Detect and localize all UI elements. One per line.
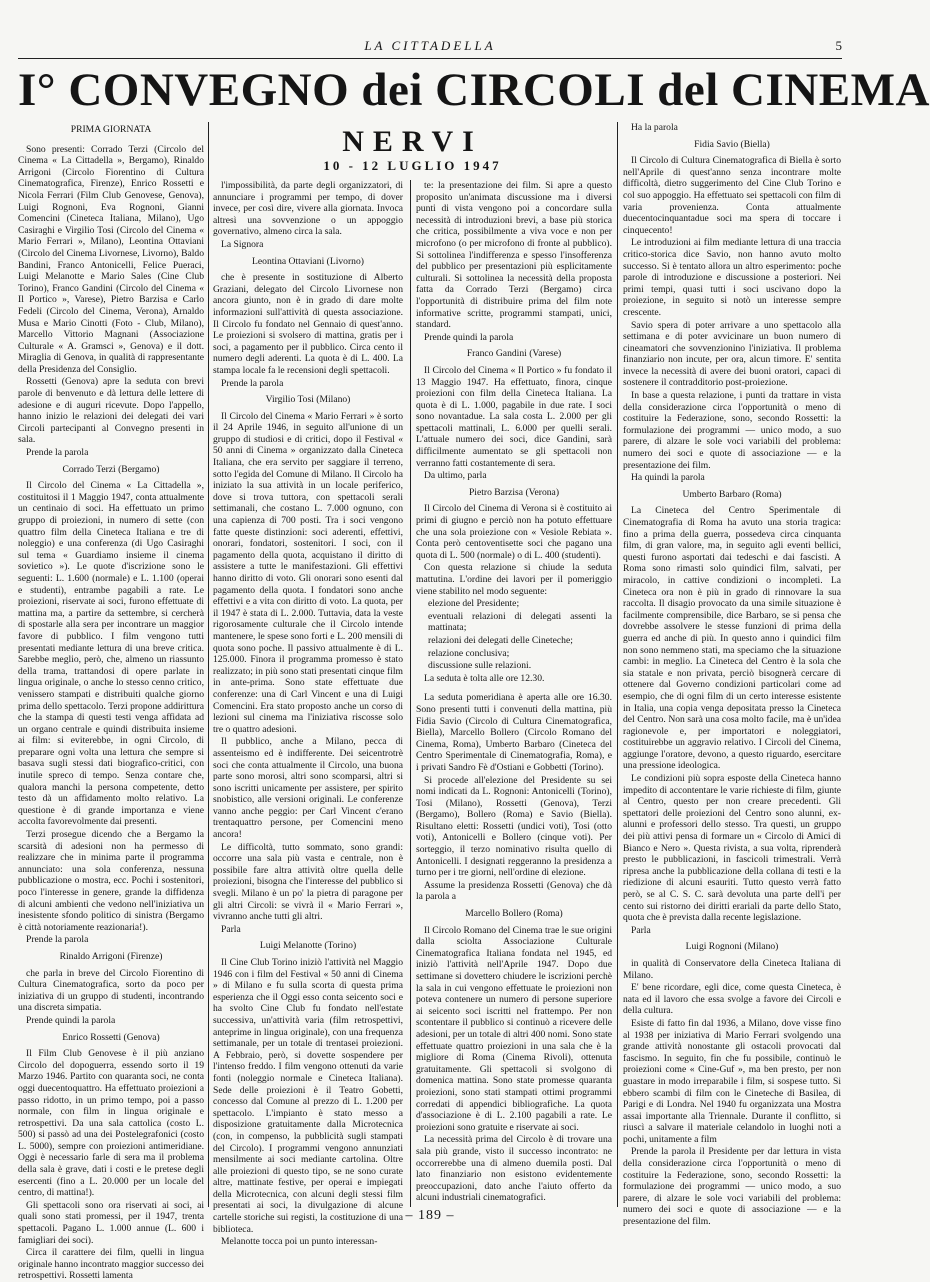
agenda-item: relazione conclusiva; [428, 647, 510, 659]
column-3 [416, 180, 612, 1207]
paragraph: Melanotte tocca poi un punto interessan- [221, 1236, 378, 1248]
paragraph: Il Cine Club Torino iniziò l'attività nel Maggio 1946 con i film del Festival « 50 anni di Cinema » di Milano e fu sulla scorta di questa prima esperienza che il Oggi esso conta seicento soci e ha svolto Cine Club fu fondato nell'estate successiva, un'attività varia (film retrospettivi, anteprime in lingua originale), con una frequenza settimanale, per un totale di trentasei proiezioni. A Febbraio, però, si dovette sospendere per l'intenso freddo. I film vengono ottenuti da varie fonti (noleggio normale e Cineteca Italiana). Sede delle proiezioni è il Teatro Gobetti, concesso dal Comune al prezzo di L. 1.200 per spettacolo. L'impianto è stato messo a disposizione gratuitamente dalla Microtecnica (con, in compenso, la pubblicità sugli stampati del Circolo). I programmi vengono annunziati mensilmente ai soci mediante cartolina. Oltre alle proiezioni di questo tipo, se ne sono curate altre, mattinate festive, per operai e impiegati della Microtecnica, con alcuni degli stessi film presentati ai soci, la divulgazione di alcune cartelle storiche sui registi, la costituzione di una biblioteca. [213, 957, 403, 1235]
paragraph: Sono presenti: Corrado Terzi (Circolo del Cinema « La Cittadella », Bergamo), Rinaldo Arrigoni (Circolo Fiorentino di Cultura Cinematografica, Firenze), Enrico Rossetti e Nicola Ferrari (Film Club Genovese, Genova), Luigi Rognoni, Eva Rognoni, Gianni Comencini (Cineteca Italiana, Milano), Ugo Casiraghi e Virgilio Tosi (Circolo del Cinema « Mario Ferrari », Milano), Leontina Ottaviani (Circolo del Cinema Livornese, Livorno), Baldo Bandini, Franco Antonicelli, Felice Pueraci, Luigi Melanotte e Mario Sales (Cine Club Torino), Franco Gandini (Circolo del Cinema « Il Portico », Varese), Pietro Barzisa e Carlo Fedeli (Circolo del Cinema, Verona), Arnaldo Musa e Mario Cinotti (Foto - Club, Milano), Marcello Vittorio Magnani (Associazione Culturale « A. Gramsci », Genova) e il dott. Miraglia di Genova, in qualità di rappresentante della Presidenza del Consiglio. [18, 143, 204, 375]
paragraph: Circa il carattere dei film, quelli in lingua originale hanno incontrato maggior successo dei retrospettivi. Rossetti lamenta [18, 1247, 204, 1282]
agenda-item: eventuali relazioni di delegati assenti la mattinata; [428, 610, 612, 634]
speaker-name: Leontina Ottaviani (Livorno) [252, 255, 364, 267]
paragraph: Ha la parola [631, 122, 678, 133]
paragraph: Prende la parola [221, 377, 284, 389]
paragraph: Parla [221, 923, 241, 935]
paragraph: Esiste di fatto fin dal 1936, a Milano, dove visse fino al 1938 per iniziativa di Mario Ferrari svolgendo una grande attività nonostante gli ostacoli provocati dal fascismo. In seguito, fin che fu possibile, continuò le proiezioni come « Cine-Guf », ma ben presto, per non guastare in modo irreparabile i film, si sospese tutto. Si ebbero scambi di film con le Cineteche di Basilea, di Parigi e di Londra. Nel 1940 fu organizzata una Mostra assai importante alla Triennale. Durante il conflitto, si riuscì a salvare il materiale celandolo in luoghi noti a pochi, unitamente a film [623, 1017, 841, 1145]
paragraph: Il pubblico, anche a Milano, pecca di assenteismo ed è indifferente. Dei seicentrotrè soci che conta attualmente il Circolo, una buona parte sono morosi, altri sono scomparsi, altri si sono iscritti unicamente per assistere, per spirito snobistico, alle versioni originali. Le conferenze vanno anche peggio: per Carl Vincent c'erano trentaquattro persone, per Comencini meno ancora! [213, 736, 403, 841]
paragraph: Il Circolo Romano del Cinema trae le sue origini dalla sciolta Associazione Culturale Cinematografica Italiana fondata nel 1945, ed iniziò l'attività nell'Aprile 1947. Dopo due settimane si dovettero chiudere le iscrizioni perchè la sala in cui vengono effettuate le proiezioni non poteva contenere un numero di persone superiore ai seicento soci iscritti nel frattempo. Per non scontentare il pubblico si continuò a ricevere delle adesioni, per un totale di altri 400 nomi. Sono state effettuate quattro proiezioni in una sala che è la migliore di Roma (Cinema Rivoli), ottenuta gratuitamente. Gli spettacoli si svolgono di domenica mattina. Sono state promesse quaranta proiezioni, sono stati stampati ottimi programmi corredati di appendici bibliografiche. La quota d'associazione è di L. 2.100 pagabili a rate. Le proiezioni sono gratuite e riservate ai soci. [416, 924, 612, 1133]
paragraph: Il Circolo del Cinema « La Cittadella », costituitosi il 1 Maggio 1947, conta attualmente un centinaio di soci. Ha effettuato un primo gruppo di proiezioni, in numero di sette (con quattro film della Cineteca Italiana e tre di noleggio) e una conferenza (di Ugo Casiraghi sul tema « Guardiamo insieme il cinema sovietico »). Le quote d'iscrizione sono le seguenti: L. 1.600 (normale) e L. 1.100 (operai e studenti), entrambe pagabili a rate. Le proiezioni, riservate ai soci, furono effettuate di mattina ma, a partire da settembre, si cercherà di spostarle alla sera per incontrare un maggior favore di pubblico. I film vengono tutti presentati mediante lettura di una breve critica. Sarebbe meglio, però, che, almeno un riassunto della trama, trattandosi di opere parlate in lingua originale, o anche lo stesso cenno critico, venissero stampati e distribuiti qualche giorno prima dello spettacolo. Terzi propone addirittura che la stampa di questi testi venga affidata ad un organo centrale e quindi distribuita insieme ai film: si eviterebbe, in ogni Circolo, di preparare ogni volta una lettura che sempre si basava sugli stessi dati biografico-critici, con inutile spreco di tempo. Senza contare che, qualora manchi la persona competente, detto testo dà un affidamento molto relativo. La questione è di grande importanza e viene accolta favorevolmente dai presenti. [18, 480, 204, 828]
speaker-name: Corrado Terzi (Bergamo) [62, 463, 160, 475]
footer-page-number: – 189 – [405, 1208, 455, 1223]
paragraph: Le difficoltà, tutto sommato, sono grandi: occorre una sala più vasta e centrale, non è possibile fare altra attività oltre quella delle proiezioni, bisogna che l'interesse del pubblico si svegli. Milano è un po' la pietra di paragone per gli altri Circoli: se vivrà il « Mario Ferrari », vivranno anche tutti gli altri. [213, 841, 403, 923]
paragraph: Assume la presidenza Rossetti (Genova) che dà la parola a [416, 879, 612, 903]
speaker-name: Enrico Rossetti (Genova) [62, 1031, 160, 1043]
paragraph: in qualità di Conservatore della Cineteca Italiana di Milano. [623, 957, 841, 981]
paragraph: Le introduzioni ai film mediante lettura di una traccia critico-storica dice Savio, non hanno avuto molto successo. Si è tentato allora un altro esperimento: poche parole di introduzione e discussione a posteriori. Nei primi tempi, quasi tutti i soci uscivano dopo la proiezione, in seguito si notò un interesse sempre crescente. [623, 237, 841, 318]
column-divider [410, 180, 411, 1207]
column-divider [617, 122, 618, 1207]
paragraph: Prende quindi la parola [26, 1014, 116, 1026]
paragraph: E' bene ricordare, egli dice, come questa Cineteca, è nata ed il lavoro che essa svolge a favore dei Circoli e della cultura. [623, 982, 841, 1017]
speaker-name: Marcello Bollero (Roma) [465, 908, 563, 920]
paragraph: Savio spera di poter arrivare a uno spettacolo alla settimana e di poter avvicinare un buon numero di cineamatori che sovvenzionino l'iniziativa. Il problema finanziario non incute, per ora, alcun timore. E' sentita invece la necessità di avere dei buoni oratori, capaci di sostenere il contradditorio post-proiezione. [623, 319, 841, 389]
column-1 [18, 122, 204, 1282]
subheading-place: NERVI [342, 125, 483, 158]
paragraph: che è presente in sostituzione di Alberto Graziani, delegato del Circolo Livornese non ancora giunto, non è in grado di dare molte informazioni sull'attività di questa associazione. Il Circolo fu fondato nel Gennaio di quest'anno. Le proiezioni si svolsero di mattina, gratis per i soci, a pagamento per il pubblico. Circa cento il numero degli aderenti. La quota è di L. 400. La stampa locale fa le recensioni degli spettacoli. [213, 272, 403, 376]
column-4 [623, 122, 841, 1228]
speaker-name: Pietro Barzisa (Verona) [468, 486, 560, 498]
speaker-name: Luigi Melanotte (Torino) [259, 940, 357, 952]
paragraph: La Signora [221, 238, 264, 250]
paragraph: Prende la parola [26, 934, 89, 946]
paragraph: In base a questa relazione, i punti da trattare in vista della considerazione circa l'opportunità o meno di costituire la Federazione, sono, secondo Rossetti: la formulazione dei programmi — unico modo, a suo parere, di alzare le sole voci variabili del problema: numero dei soci e quote di associazione — e la presentazione dei film. [623, 390, 841, 471]
agenda-item: discussione sulle relazioni. [428, 660, 532, 672]
page-number: 5 [835, 38, 842, 53]
paragraph: La seduta pomeridiana è aperta alle ore 16.30. Sono presenti tutti i convenuti della mattina, più Fidia Savio (Circolo di Cultura Cinematografica, Biella), Marcello Bollero (Circolo Romano del Cinema, Roma), Umberto Barbaro (Cineteca del Centro Sperimentale di Cinematografia, Roma), e i privati Sandro Fè d'Ostiani e Gobbetti (Torino). [416, 692, 612, 773]
paragraph: Le condizioni più sopra esposte della Cineteca hanno impedito di accontentare le varie richieste di film, giunte al Centro, questo per non creare precedenti. Gli spettatori delle proiezioni del Centro sono alunni, ex-alunni e professori dello stesso. Tra questi, un gruppo dei più attivi pensa di formare un « Circolo di Amici di Bianco e Nero ». Questa rivista, a sua volta, riprenderà presto le pubblicazioni, in fascicoli trimestrali. Verrà ripresa anche la pubblicazione della collana di testi e la riedizione di alcuni esauriti. Tutto questo verrà fatto però, se al C. S. C. sarà devoluta una parte dell'i per cento sui ristorno dei diritti erariali da parte dello Stato, quota che è prevista dalla recente legislazione. [623, 773, 841, 924]
speaker-name: Luigi Rognoni (Milano) [685, 941, 779, 953]
speaker-name: Rinaldo Arrigoni (Firenze) [59, 950, 163, 962]
paragraph: Il Circolo del Cinema « Il Portico » fu fondato il 13 Maggio 1947. Ha effettuato, finora, cinque proiezioni con film della Cineteca Italiana. La quota è di L. 1.000, pagabile in due rate. I soci sono novantadue. La sala costa L. 2.000 per gli spettacoli mattinali, L. 6.000 per quelli serali. L'attuale numero dei soci, dice Gandini, sarà difficilmente aumentato se gli spettacoli non verranno fatti costantemente di sera. [416, 364, 612, 469]
column-divider [208, 122, 209, 1207]
paragraph: Da ultimo, parla [424, 470, 487, 482]
paragraph: che parla in breve del Circolo Fiorentino di Cultura Cinematografica, sorto da poco per iniziativa di un gruppo di studenti, incontrando una discreta simpatia. [18, 967, 204, 1014]
subheading-date: 10 - 12 LUGLIO 1947 [323, 158, 502, 173]
paragraph: Il Circolo di Cultura Cinematografica di Biella è sorto nell'Aprile di quest'anno senza incontrare molte difficoltà, dietro suggerimento del Cine Club Torino e col suo appoggio. Ha effettuato sei spettacoli con film di varia provenienza. Conta attualmente duecentocinquantadue soci ma spera di toccare i cinquecento! [623, 155, 841, 236]
paragraph: Parla [631, 924, 651, 936]
paragraph: La seduta è tolta alle ore 12.30. [424, 672, 545, 684]
paragraph: Il Film Club Genovese è il più anziano Circolo del dopoguerra, essendo sorto il 19 Marzo 1946. Partito con quaranta soci, ne conta oggi duecentoquattro. Ha effettuato proiezioni a passo ridotto, in un primo tempo, poi a passo normale, con film in lingua originale e retrospettivi. Da una sala cattolica (costo L. 500) si passò ad una dei Postelegrafonici (costo L. 5000), sempre con proiezioni antimeridiane. Oggi è necessario farle di sera ma il problema della sala è grave, dati i costi e le pretese degli esercenti (fino a L. 20.000 per un locale del centro, di mattina!). [18, 1048, 204, 1199]
subheading-block [213, 122, 612, 172]
speaker-name: Virgilio Tosi (Milano) [265, 394, 351, 406]
paragraph: Prende quindi la parola [424, 331, 514, 343]
page-header [18, 38, 842, 59]
paragraph: Gli spettacoli sono ora riservati ai soci, ai quali sono stati promessi, per il 1947, trenta spettacoli. Pagano L. 1.000 annue (L. 600 i famigliari dei soci). [18, 1199, 204, 1246]
agenda-item: elezione del Presidente; [428, 598, 520, 610]
main-title: I° CONVEGNO dei CIRCOLI del CINEMA [18, 64, 930, 116]
running-title: LA CITTADELLA [364, 38, 496, 53]
speaker-name: Fidia Savio (Biella) [694, 138, 770, 150]
paragraph: La Cineteca del Centro Sperimentale di Cinematografia di Roma ha avuto una storia tragica: fino a prima della guerra, possedeva circa cinquanta film, di gran valore, ma, in seguito agli eventi bellici, questi furono asportati dai tedeschi e dai fascisti. A Roma sono rimasti solo quindici film, salvati, per miracolo, in cattive condizioni o incompleti. La Cineteca ora non è più in grado di rinnovare la sua raccolta. Il disagio provocato da una simile situazione è facilmente comprensibile, dice Barbaro, se si pensa che dovrebbe assolvere le stesse funzioni di prima della guerra ed anche di più. In questo anno i quindici film non sono nemmeno stati, ma speciamo che la situazione cambi: in meglio. La Cineteca del Centro è la sola che sia statale e non privata, perciò bisognerà cercare di ottenere dal Governo condizioni particolari come ad esempio, che di ogni film di un certo interesse esistente in Italia, una copia venga depositata presso la Cineteca del Centro. Non sarà una cosa molto facile, ma è un'idea ragionevole e, per importatori e noleggiatori, costituirebbe un aggravio relativo. I Circoli del Cinema, aggiunge l'oratore, devono, a questo riguardo, esercitare una pressione ideologica. [623, 505, 841, 772]
paragraph: te: la presentazione dei film. Si apre a questo proposito un'animata discussione ma i diversi punti di vista vengono poi a concordare sulla necessità di introduzioni brevi, a base più storica che critica, possibilmente a viva voce e non per microfono (o per microfono di fronte al pubblico). Si sottolinea l'indifferenza e spesso l'insofferenza del pubblico per presentazioni più esplicitamente culturali. Si sottolinea la necessità della proposta fatta da Corrado Terzi (Bergamo) circa l'opportunità di distribuire prima del film note informative scritte, programmi stampati, unici, standard. [416, 180, 612, 331]
column-2 [213, 180, 403, 1248]
agenda-item: relazioni dei delegati delle Cineteche; [428, 634, 573, 646]
speaker-name: Umberto Barbaro (Roma) [682, 488, 782, 500]
paragraph: La necessità prima del Circolo è di trovare una sala più grande, visto il successo incontrato: ne occorrerebbe una di almeno duemila posti. Dal lato finanziario non esistono evidentemente preoccupazioni, dato anche l'aiuto offerto da alcuni industriali cinematografici. [416, 1134, 612, 1204]
section-heading: PRIMA GIORNATA [70, 124, 152, 135]
paragraph: Con questa relazione si chiude la seduta mattutina. L'ordine dei lavori per il pomeriggio viene stabilito nel modo seguente: [416, 562, 612, 597]
speaker-name: Franco Gandini (Varese) [466, 348, 562, 360]
paragraph: Prende la parola il Presidente per dar lettura in vista della considerazione circa l'opportunità o meno di costituire la Federazione, sono, secondo Rossetti: la formulazione dei programmi — unico modo, a suo parere, di alzare le sole voci variabili del problema: numero dei soci e quote di associazione — e la presentazione del film. [623, 1146, 841, 1228]
paragraph: Il Circolo del Cinema di Verona si è costituito ai primi di giugno e perciò non ha potuto effettuare che una sola proiezione con « Vesiole Rebiata ». Conta però centoventisette soci che pagano una quota di L. 500 (normale) o di L. 400 (studenti). [416, 503, 612, 561]
paragraph: Ha quindi la parola [631, 472, 705, 484]
paragraph: Rossetti (Genova) apre la seduta con brevi parole di benvenuto e dà lettura delle lettere di adesione e di auguri ricevute. Dopo l'appello, hanno inizio le relazioni dei delegati dei vari Circoli partecipanti al Convegno presenti in sala. [18, 376, 204, 446]
paragraph: Si procede all'elezione del Presidente su sei nomi indicati da L. Rognoni: Antonicelli (Torino), Tosi (Milano), Rossetti (Genova), Terzi (Bergamo), Bollero (Roma) e Savio (Biella). Risultano eletti: Rossetti (undici voti), Tosi (otto voti), Antonicelli e Bollero (cinque voti). Per sorteggio, il terzo nominativo risulta quello di Antonicelli. I designati reggeranno la presidenza a turno per i tre giorni, nell'ordine di elezione. [416, 774, 612, 879]
paragraph: Il Circolo del Cinema « Mario Ferrari » è sorto il 24 Aprile 1946, in seguito all'unione di un gruppo di studiosi e di critici, dopo il Festival « 50 anni di Cinema » organizzato dalla Cineteca Italiana, che era servito per saggiare il terreno, sotto l'egida del Comune di Milano. Il Circolo ha iniziato la sua attività in un locale periferico, dove si trova tuttora, con spettacoli serali settimanali, che costano L. 7.000 ognuno, con una capienza di 700 posti. Tra i soci vengono fatte queste distinzioni: soci aderenti, effettivi, onorari, fondatori, sostenitori. I soci, con il pagamento della quota, acquistano il diritto di assistere a tutte le manifestazioni. Gli effettivi hanno diritto di voto. Gli onorari sono esenti dal pagamento della quota. I fondatori sono anche effettivi e a vita con diritto di voto. La quota, per il 1947 è stata di L. 2.000. Tuttavia, data la veste rigorosamente culturale che il Circolo intende mantenere, le spese sono forti e L. 200 mensili di quota sono poche. Il passivo attualmente è di L. 125.000. Finora il programma promesso è stato realizzato; in più sono stati presentati cinque film in ante-prima. Sono state effettuate due conferenze: una di Carl Vincent e una di Luigi Comencini. Era stato proposto anche un corso di lezioni sul cinema ma l'iniziativa riscosse solo tre o quattro adesioni. [213, 410, 403, 735]
paragraph: l'impossibilità, da parte degli organizzatori, di annunciare i programmi per tempo, di dover invece, per così dire, vivere alla giornata. Invoca altresì una sovvenzione o un appoggio governativo, almeno circa la sala. [213, 180, 403, 238]
paragraph: Prende la parola [26, 447, 89, 459]
paragraph: Terzi prosegue dicendo che a Bergamo la scarsità di adesioni non ha permesso di realizzare che in minima parte il programma annunciato: una sola conferenza, nessuna pubblicazione o mostra, ecc. Pochi i sostenitori, poco l'interesse in genere, grande la diffidenza di alcuni ambienti che vedono nell'iniziativa un inesistente sfondo politico di sinistra (Bergamo è città notoriamente reazionaria!). [18, 829, 204, 933]
